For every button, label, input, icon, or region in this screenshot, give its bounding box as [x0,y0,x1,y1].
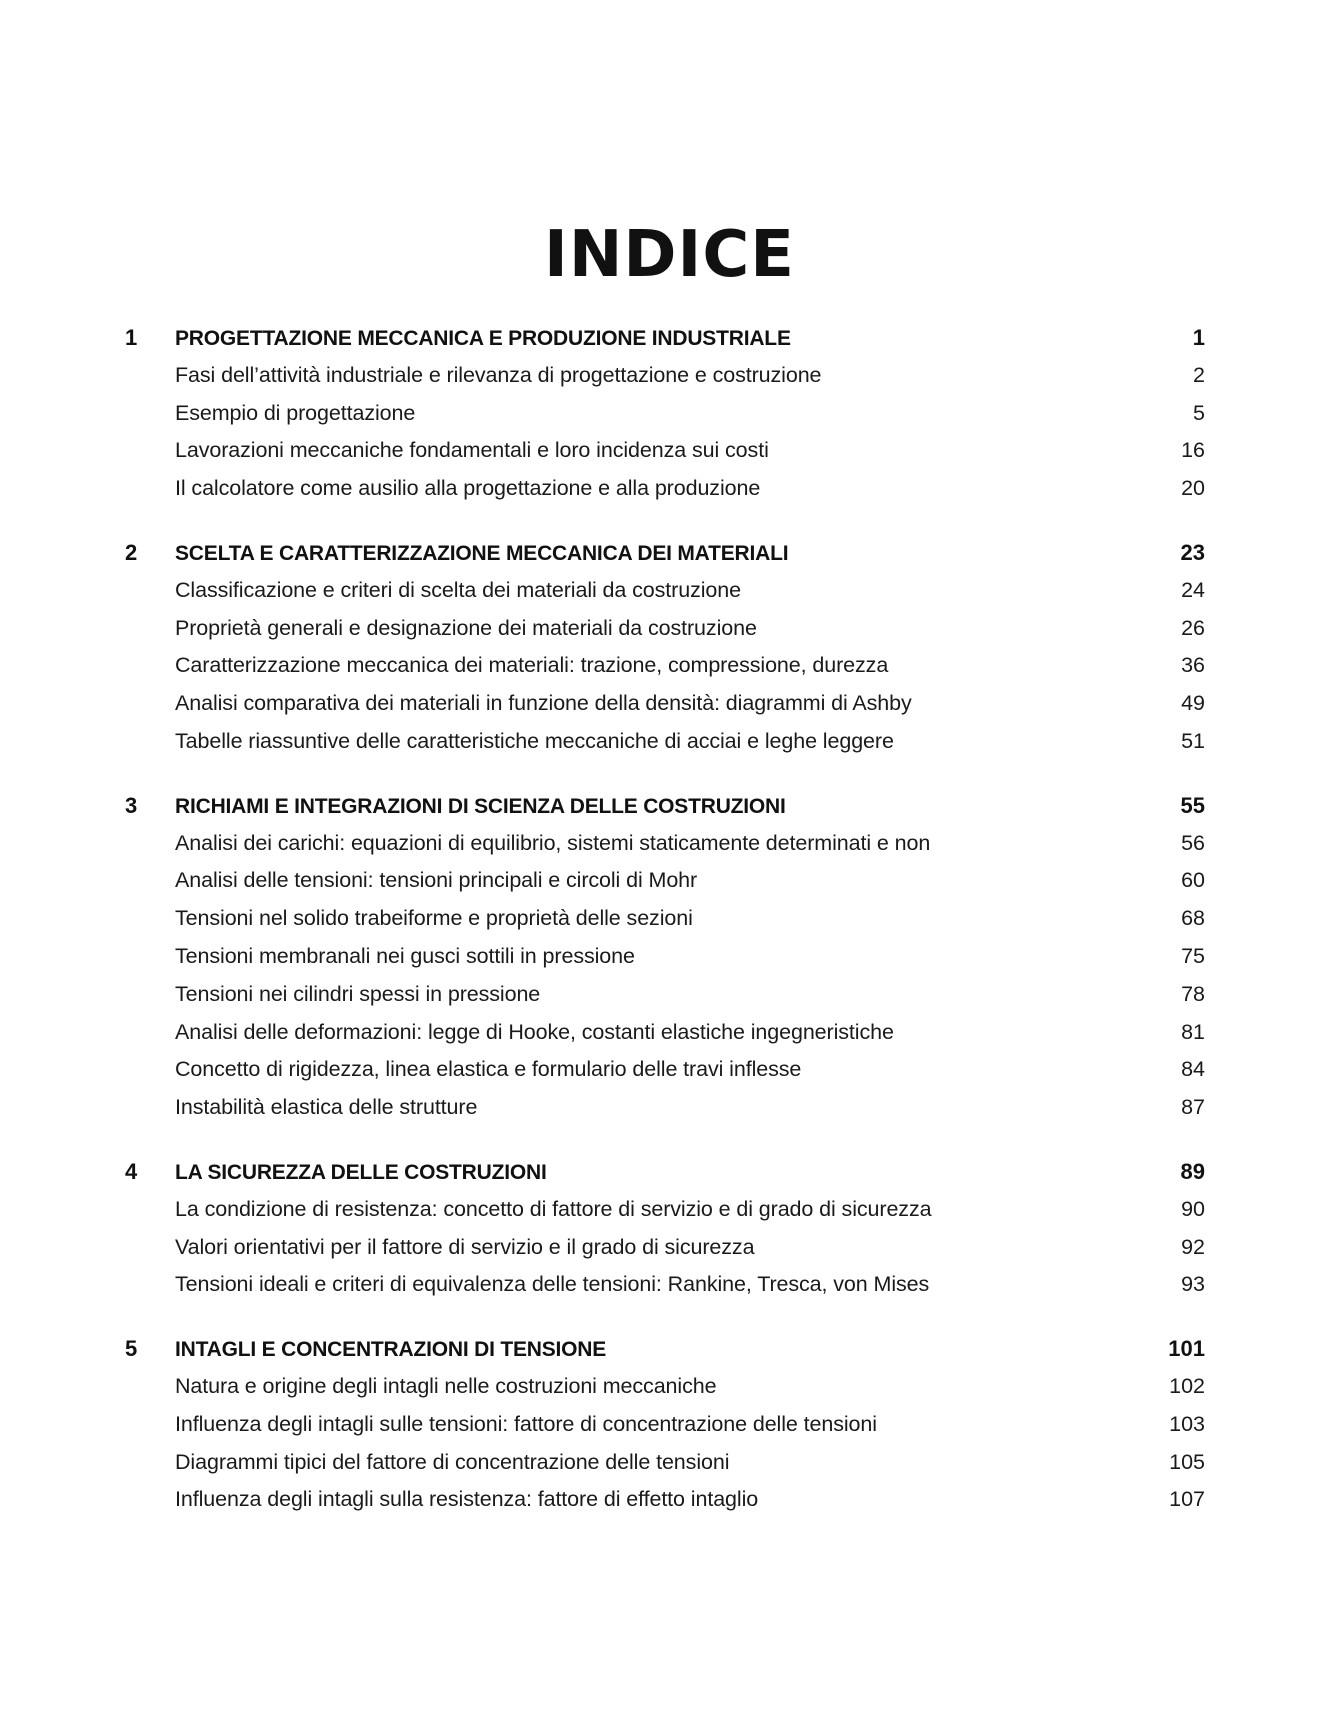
section-page-number: 75 [1181,943,1205,968]
section-page-number: 92 [1181,1234,1205,1259]
section-title: Influenza degli intagli sulle tensioni: fattore di concentrazione delle tensioni [175,1411,877,1436]
section-page-number: 68 [1181,906,1205,931]
section-page-number: 87 [1181,1095,1205,1120]
section-title: Proprietà generali e designazione dei materiali da costruzione [175,615,757,640]
section-title: Lavorazioni meccaniche fondamentali e loro incidenza sui costi [175,438,769,463]
section-entry[interactable] [125,1051,1205,1089]
section-entry[interactable] [125,470,1205,508]
section-title: Diagrammi tipici del fattore di concentrazione delle tensioni [175,1449,730,1474]
chapter-title: RICHIAMI E INTEGRAZIONI DI SCIENZA DELLE COSTRUZIONI [175,794,786,818]
chapter-page-number: 101 [1168,1336,1205,1362]
section-title: Analisi comparativa dei materiali in funzione della densità: diagrammi di Ashby [175,691,912,716]
chapter-page-number: 23 [1180,539,1205,565]
section-page-number: 56 [1181,830,1205,855]
section-title: Analisi delle tensioni: tensioni principali e circoli di Mohr [175,868,698,893]
chapter-heading[interactable] [125,1153,1205,1191]
section-page-number: 2 [1193,362,1205,387]
chapter-title: INTAGLI E CONCENTRAZIONI DI TENSIONE [175,1338,607,1362]
section-title: Tensioni membranali nei gusci sottili in pressione [175,943,635,968]
section-page-number: 105 [1169,1449,1205,1474]
section-title: Il calcolatore come ausilio alla progettazione e alla produzione [175,476,761,501]
section-page-number: 5 [1193,400,1205,425]
section-entry[interactable] [125,723,1205,761]
chapter-2 [125,534,1205,761]
section-page-number: 93 [1181,1272,1205,1297]
section-page-number: 81 [1181,1019,1205,1044]
section-entry[interactable] [125,432,1205,470]
section-entry[interactable] [125,572,1205,610]
section-entry[interactable] [125,685,1205,723]
section-entry[interactable] [125,900,1205,938]
chapter-1 [125,319,1205,508]
chapter-number: 5 [125,1336,138,1362]
section-title: Concetto di rigidezza, linea elastica e formulario delle travi inflesse [175,1057,802,1082]
chapter-number: 2 [125,539,138,565]
chapter-page-number: 89 [1180,1158,1205,1184]
chapter-title: PROGETTAZIONE MECCANICA E PRODUZIONE INDUSTRIALE [175,327,791,350]
chapter-heading[interactable] [125,319,1205,357]
chapter-3 [125,787,1205,1127]
chapter-title: LA SICUREZZA DELLE COSTRUZIONI [175,1160,547,1184]
section-page-number: 20 [1181,476,1205,501]
section-title: Tabelle riassuntive delle caratteristiche meccaniche di acciai e leghe leggere [175,728,894,753]
section-title: Influenza degli intagli sulla resistenza: fattore di effetto intaglio [175,1487,759,1512]
chapter-5 [125,1330,1205,1519]
chapter-number: 4 [125,1158,138,1184]
section-title: Natura e origine degli intagli nelle costruzioni meccaniche [175,1373,717,1398]
section-title: Classificazione e criteri di scelta dei materiali da costruzione [175,577,741,602]
section-title: Esempio di progettazione [175,400,416,425]
section-entry[interactable] [125,1481,1205,1519]
section-page-number: 107 [1169,1487,1205,1512]
section-page-number: 36 [1181,653,1205,678]
chapter-heading[interactable] [125,1330,1205,1368]
section-entry[interactable] [125,1191,1205,1229]
section-entry[interactable] [125,1014,1205,1052]
section-entry[interactable] [125,1229,1205,1267]
section-entry[interactable] [125,1406,1205,1444]
section-page-number: 84 [1181,1057,1205,1082]
section-page-number: 103 [1169,1411,1205,1436]
section-title: Analisi dei carichi: equazioni di equilibrio, sistemi staticamente determinati e non [175,830,931,855]
section-page-number: 24 [1181,577,1205,602]
section-title: Tensioni nei cilindri spessi in pressione [175,981,541,1006]
section-title: Valori orientativi per il fattore di servizio e il grado di sicurezza [175,1234,755,1259]
chapter-page-number: 1 [1192,325,1205,350]
section-title: Fasi dell’attività industriale e rilevanza di progettazione e costruzione [175,362,822,387]
section-entry[interactable] [125,647,1205,685]
section-entry[interactable] [125,357,1205,395]
section-entry[interactable] [125,1089,1205,1127]
section-entry[interactable] [125,1266,1205,1304]
section-entry[interactable] [125,1368,1205,1406]
chapter-4 [125,1153,1205,1304]
section-page-number: 26 [1181,615,1205,640]
chapter-title: SCELTA E CARATTERIZZAZIONE MECCANICA DEI MATERIALI [175,541,789,565]
section-entry[interactable] [125,610,1205,648]
section-title: La condizione di resistenza: concetto di fattore di servizio e di grado di sicurezza [175,1196,932,1221]
table-of-contents [125,319,1205,1545]
section-title: Analisi delle deformazioni: legge di Hooke, costanti elastiche ingegneristiche [175,1019,894,1044]
section-page-number: 90 [1181,1196,1205,1221]
section-page-number: 102 [1169,1373,1205,1398]
chapter-number: 1 [125,325,138,350]
section-page-number: 16 [1181,438,1205,463]
section-title: Tensioni ideali e criteri di equivalenza delle tensioni: Rankine, Tresca, von Mises [175,1272,930,1297]
section-entry[interactable] [125,825,1205,863]
chapter-number: 3 [125,792,138,818]
chapter-page-number: 55 [1180,792,1205,818]
section-entry[interactable] [125,938,1205,976]
chapter-heading[interactable] [125,787,1205,825]
section-entry[interactable] [125,862,1205,900]
chapter-heading[interactable] [125,534,1205,572]
section-page-number: 60 [1181,868,1205,893]
page-title: INDICE [544,217,795,292]
section-page-number: 49 [1181,691,1205,716]
section-entry[interactable] [125,1444,1205,1482]
section-entry[interactable] [125,395,1205,433]
section-title: Caratterizzazione meccanica dei materiali: trazione, compressione, durezza [175,653,889,678]
section-page-number: 51 [1181,728,1205,753]
section-title: Tensioni nel solido trabeiforme e proprietà delle sezioni [175,906,693,931]
section-title: Instabilità elastica delle strutture [175,1095,478,1120]
section-page-number: 78 [1181,981,1205,1006]
section-entry[interactable] [125,976,1205,1014]
